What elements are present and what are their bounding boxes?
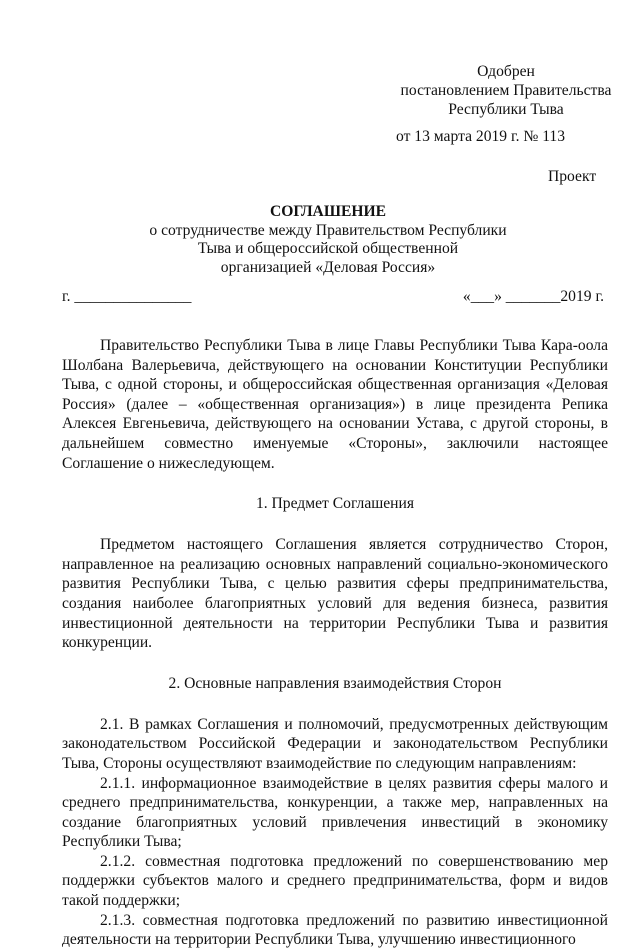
approval-line-3: Республики Тыва — [448, 101, 564, 118]
clause-2-1: 2.1. В рамках Соглашения и полномочий, предусмотренных действующим законодательством Российской Федерации и законодательством Республики Тыва, Стороны осуществляют взаимодействие по следующим направлениям: — [62, 715, 608, 772]
title-heading: СОГЛАШЕНИЕ — [269, 203, 387, 220]
approval-date: от 13 марта 2019 г. № 113 — [396, 128, 566, 145]
document-body — [62, 336, 608, 950]
place-date-row — [62, 287, 604, 306]
approval-stamp — [388, 62, 624, 119]
section-1-paragraph: Предметом настоящего Соглашения является сотрудничество Сторон, направленное на реализацию основных направлений социально-экономического развития Республики Тыва, с целью развития сферы предпринимательства, создания наиболее благоприятных условий для ведения бизнеса, развития инвестиционной деятельности на территории Республики Тыва и развития конкуренции. — [62, 536, 608, 652]
section-1-title: 1. Предмет Соглашения — [255, 495, 415, 513]
title-line-3: организацией «Деловая Россия» — [220, 258, 436, 276]
title-line-2: Тыва и общероссийской общественной — [197, 240, 459, 257]
clause-2-1-3: 2.1.3. совместная подготовка предложений по развитию инвестиционной деятельности на территории Республики Тыва, улучшению инвестиционного — [62, 911, 608, 949]
place-field: г. _______________ — [62, 288, 192, 305]
approval-line-2: постановлением Правительства — [400, 82, 612, 99]
draft-mark: Проект — [548, 168, 597, 185]
clause-2-1-2: 2.1.2. совместная подготовка предложений по совершенствованию мер поддержки субъектов малого и среднего предпринимательства, форм и видов такой поддержки; — [62, 852, 608, 910]
document-title — [130, 203, 526, 277]
clause-2-1-1: 2.1.1. информационное взаимодействие в целях развития сферы малого и среднего предпринимательства, конкуренции, а также мер, направленных на создание благоприятных условий привлечения инвестиций в экономику Республики Тыва; — [62, 774, 608, 851]
preamble-paragraph: Правительство Республики Тыва в лице Главы Республики Тыва Кара-оола Шолбана Валерьевича, действующего на основании Конституции Республики Тыва, с одной стороны, и общероссийская общественная организация «Деловая Россия» (далее – «общественная организация») в лице президента Репика Алексея Евгеньевича, действующего на основании Устава, с другой стороны, в дальнейшем совместно именуемые «Стороны», заключили настоящее Соглашение о нижеследующем. — [62, 337, 608, 472]
approval-line-1: Одобрен — [477, 63, 535, 80]
title-line-1: о сотрудничестве между Правительством Республики — [149, 221, 507, 239]
date-field: «___» _______2019 г. — [462, 288, 604, 305]
section-2-title: 2. Основные направления взаимодействия Сторон — [168, 674, 502, 692]
